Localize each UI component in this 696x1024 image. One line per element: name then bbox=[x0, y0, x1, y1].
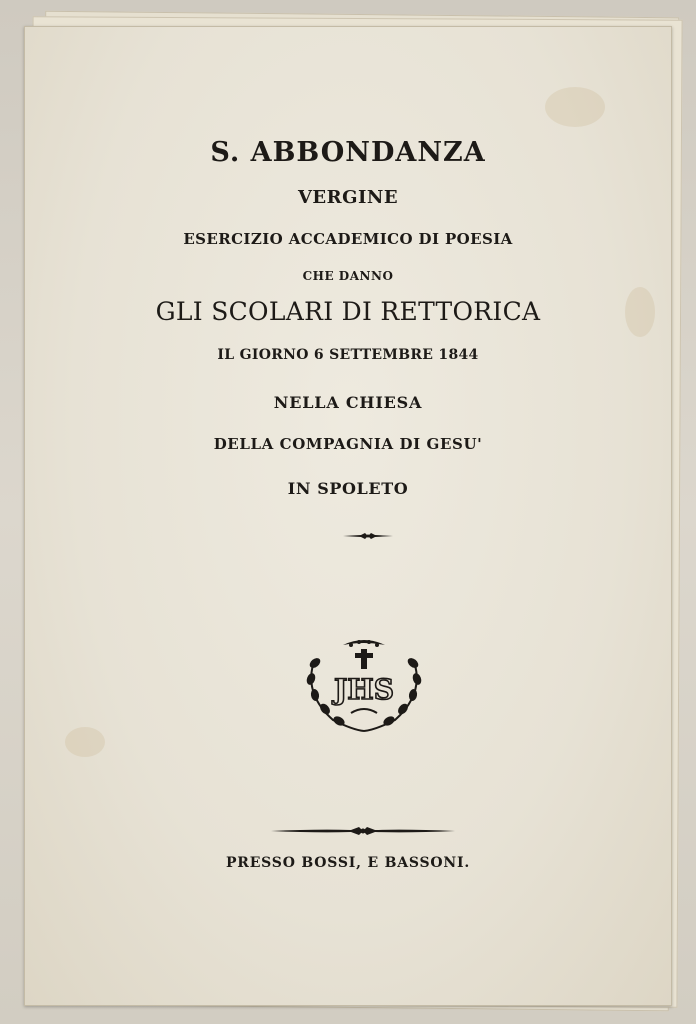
saint-title: VERGINE bbox=[297, 187, 399, 208]
paper-stain bbox=[545, 87, 605, 127]
intro-text: CHE DANNO bbox=[302, 269, 394, 283]
emblem-monogram: JHS bbox=[334, 673, 394, 706]
date-line: IL GIORNO 6 SETTEMBRE 1844 bbox=[217, 347, 479, 363]
jhs-emblem-icon bbox=[293, 635, 435, 737]
church-line: NELLA CHIESA bbox=[273, 393, 423, 412]
city-line: IN SPOLETO bbox=[287, 479, 409, 498]
publisher-line: PRESSO BOSSI, E BASSONI. bbox=[225, 855, 471, 871]
saint-name: S. ABBONDANZA bbox=[210, 137, 486, 168]
students-heading: GLI SCOLARI DI RETTORICA bbox=[155, 297, 541, 326]
paper-stain bbox=[65, 727, 105, 757]
title-page bbox=[24, 26, 672, 1006]
exercise-subtitle: ESERCIZIO ACCADEMICO DI POESIA bbox=[183, 230, 513, 248]
ornamental-rule bbox=[271, 825, 455, 837]
company-line: DELLA COMPAGNIA DI GESU' bbox=[213, 435, 483, 453]
ornamental-divider bbox=[343, 531, 393, 541]
